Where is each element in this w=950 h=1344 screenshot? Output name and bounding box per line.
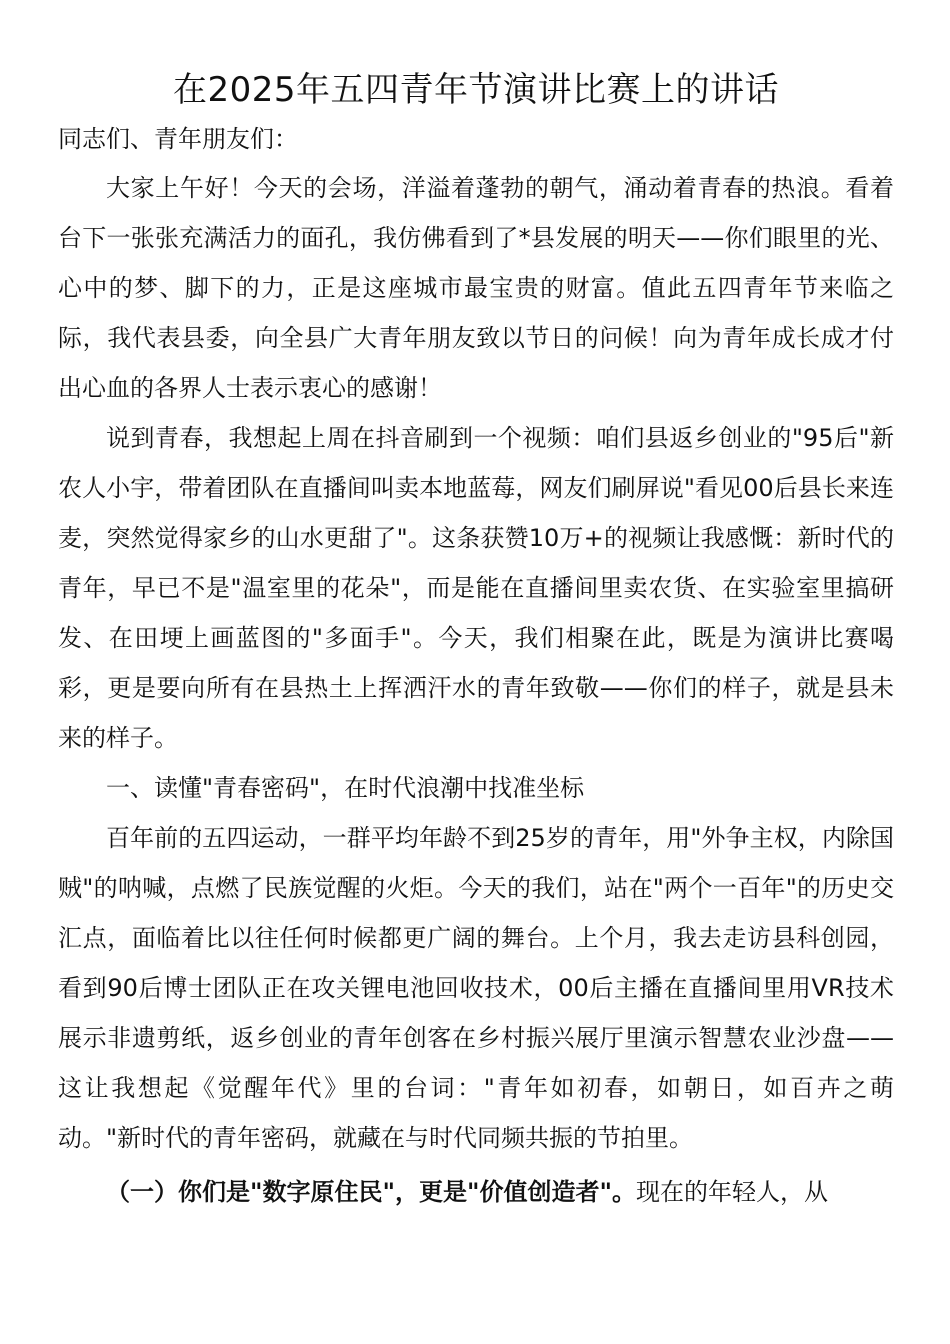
section-heading: 一、读懂"青春密码"，在时代浪潮中找准坐标: [106, 774, 585, 802]
subsection-bold-lead: （一）你们是"数字原住民"，更是"价值创造者"。: [106, 1178, 637, 1206]
document-title: 在2025年五四青年节演讲比赛上的讲话: [172, 70, 780, 110]
subsection-text: 现在的年轻人，从: [636, 1178, 829, 1206]
paragraph-greeting: 大家上午好！今天的会场，洋溢着蓬勃的朝气，涌动着青春的热浪。看着台下一张张充满活力的面孔，我仿佛看到了*县发展的明天——你们眼里的光、心中的梦、脚下的力，正是这座城市最宝贵的财富。值此五四青年节来临之际，我代表县委，向全县广大青年朋友致以节日的问候！向为青年成长成才付出心血的各界人士表示衷心的感谢！: [58, 174, 894, 402]
paragraph-subsection-one: [58, 1167, 894, 1217]
document-page: [58, 64, 894, 1217]
paragraph-video-anecdote: 说到青春，我想起上周在抖音刷到一个视频：咱们县返乡创业的"95后"新农人小宇，带着团队在直播间叫卖本地蓝莓，网友们刷屏说"看见00后县长来连麦，突然觉得家乡的山水更甜了"。这条获赞10万+的视频让我感慨：新时代的青年，早已不是"温室里的花朵"，而是能在直播间里卖农货、在实验室里搞研发、在田埂上画蓝图的"多面手"。今天，我们相聚在此，既是为演讲比赛喝彩，更是要向所有在县热土上挥洒汗水的青年致敬——你们的样子，就是县未来的样子。: [58, 424, 894, 752]
paragraph-may-fourth-history: 百年前的五四运动，一群平均年龄不到25岁的青年，用"外争主权，内除国贼"的呐喊，点燃了民族觉醒的火炬。今天的我们，站在"两个一百年"的历史交汇点，面临着比以往任何时候都更广阔的舞台。上个月，我去走访县科创园，看到90后博士团队正在攻关锂电池回收技术，00后主播在直播间里用VR技术展示非遗剪纸，返乡创业的青年创客在乡村振兴展厅里演示智慧农业沙盘——这让我想起《觉醒年代》里的台词："青年如初春，如朝日，如百卉之萌动。"新时代的青年密码，就藏在与时代同频共振的节拍里。: [58, 824, 894, 1152]
salutation: 同志们、青年朋友们：: [58, 125, 298, 153]
